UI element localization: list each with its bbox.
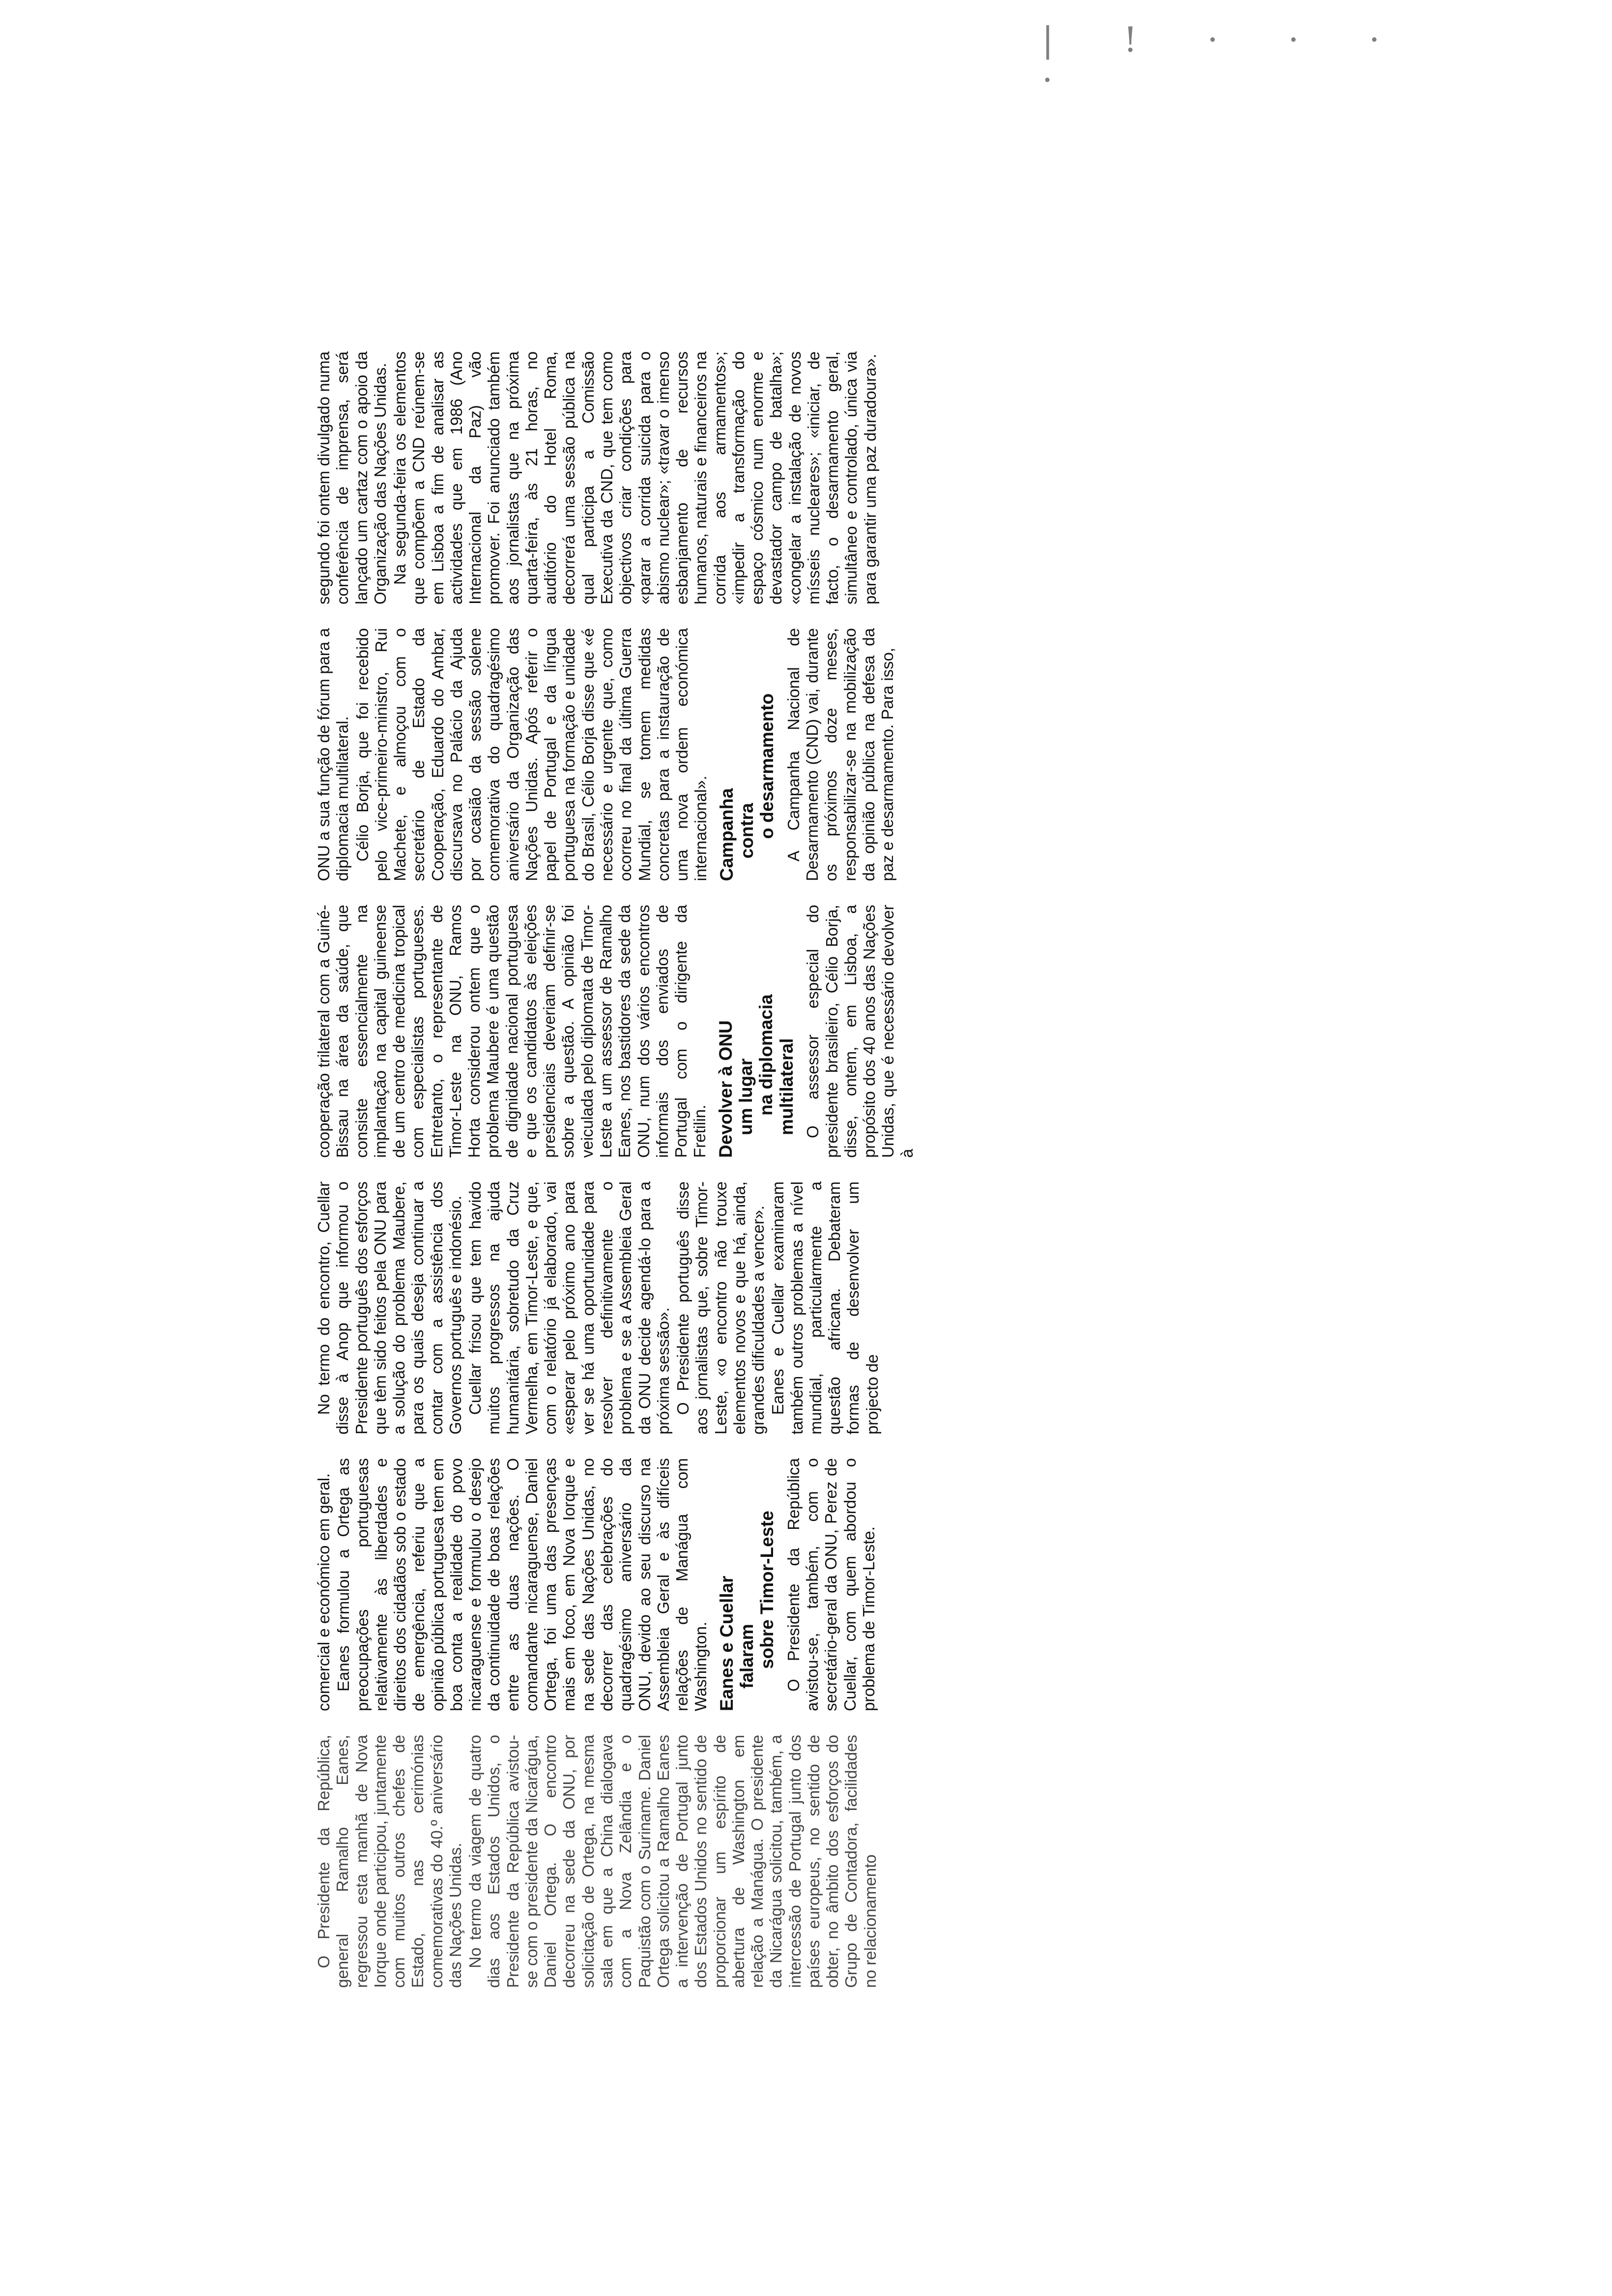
paragraph: comercial e económico em geral. (315, 1473, 333, 1711)
subheading-line: na diplomacia (756, 994, 777, 1116)
subheading-eanes-cuellar (717, 1458, 777, 1711)
column-4 (315, 905, 1297, 1158)
article-columns (315, 351, 1297, 1988)
paragraph: O Presidente da República, general Ramalho Eanes, regressou esta manhã de Nova Iorque onde participou, juntamente com muitos outros chefes de Estado, nas cerimónias comemorativas do 40.º aniversário das Nações Unidas. (315, 1735, 464, 1988)
column-5 (315, 628, 1297, 881)
paragraph: No termo da viagem de quatro dias aos Estados Unidos, o Presidente da República avistou-se com o presidente da Nicarágua, Daniel Ortega. O encontro decorreu na sede da ONU, por solicitação de Ortega, na mesma sala em que a China dialogava com a Nova Zelândia e o Paquistão com o Suriname. Daniel Ortega solicitou a Ramalho Eanes a intervenção de Portugal junto dos Estados Unidos no sentido de proporcionar um espírito de abertura de Washington em relação a Manágua. O presidente da Nicarágua solicitou, também, a intercessão de Portugal junto dos países europeus, no sentido de obter, no âmbito dos esforços do Grupo de Contadora, facilidades no relacionamento (466, 1735, 879, 1988)
paragraph: Cuellar frisou que tem havido muitos progressos na ajuda humanitária, sobretudo da Cruz Vermelha, em Timor-Leste, e que, com o relatório já elaborado, vai «esperar pelo próximo ano para ver se há uma oportunidade para resolver definitivamente o problema e se a Assembleia Geral da ONU decide agendá-lo para a próxima sessão». (466, 1181, 672, 1435)
paragraph: Célio Borja, que foi recebido pelo vice-primeiro-ministro, Rui Machete, e almoçou com o secretário de Estado da Cooperação, Eduardo do Ambar, discursava no Palácio da Ajuda por ocasião da sessão solene comemorativa do quadragésimo aniversário da Organização das Nações Unidas. Após referir o papel de Portugal e da língua portuguesa na formação e unidade do Brasil, Célio Borja disse que «é necessário e urgente que, como ocorreu no final da última Guerra Mundial, se tomem medidas concretas para a instauração de uma nova ordem económica internacional». (353, 628, 710, 881)
paragraph: O Presidente português disse aos jornalistas que, sobre Timor-Leste, «o encontro não trouxe elementos novos e que há, ainda, grandes dificuldades a vencer». (674, 1181, 768, 1435)
subheading-line: sobre Timor-Leste (757, 1510, 777, 1669)
subheading-line: o desarmamento (757, 693, 777, 839)
paragraph: No termo do encontro, Cuellar disse à Anop que informou o Presidente português dos esforços que têm sido feitos pela ONU para a solução do problema Maubere, para os quais deseja continuar a contar com a assistência dos Governos português e indonésio. (315, 1181, 464, 1435)
subheading-devolver-onu (716, 905, 797, 1158)
paragraph: segundo foi ontem divulgado numa conferência de imprensa, será lançado um cartaz com o apoio da Organização das Nações Unidas. (315, 351, 389, 604)
paragraph: cooperação trilateral com a Guiné-Bissau na área da saúde, que consiste essencialmente na implantação na capital guineense de um centro de medicina tropical com especialistas portugueses. Entretanto, o representante de Timor-Leste na ONU, Ramos Horta considerou ontem que o problema Maubere é uma questão de dignidade nacional portuguesa e que os candidatos às eleições presidenciais deveriam definir-se sobre a questão. A opinião foi veiculada pelo diplomata de Timor-Leste a um assessor de Ramalho Eanes, nos bastidores da sede da ONU, num dos vários encontros informais dos enviados de Portugal com o dirigente da Fretilin. (315, 905, 709, 1158)
column-2 (315, 1458, 1297, 1711)
column-1 (315, 1735, 1297, 1988)
subheading-line: Devolver à ONU (715, 1020, 736, 1158)
subheading-line: um lugar (736, 1058, 756, 1135)
paragraph: O assessor especial do presidente brasileiro, Célio Borja, disse, ontem, em Lisboa, a propósito dos 40 anos das Nações Unidas, que é necessário devolver à (804, 905, 916, 1158)
subheading-line: multilateral (776, 1038, 797, 1135)
paragraph: Eanes formulou a Ortega as preocupações portuguesas relativamente às liberdades e direitos dos cidadãos sob o estado de emergência, referiu que a opinião pública portuguesa tem em boa conta a realidade do povo nicaraguense e formulou o desejo da continuidade de boas relações entre as duas nações. O comandante nicaraguense, Daniel Ortega, foi uma das presenças mais em foco, em Nova Iorque e na sede das Nações Unidas, no decorrer das celebrações do quadragésimo aniversário da ONU, devido ao seu discurso na Assembleia Geral e às difíceis relações de Manágua com Washington. (334, 1458, 710, 1711)
paragraph: O Presidente da República avistou-se, também, com o secretário-geral da ONU, Perez de Cuellar, com quem abordou o problema de Timor-Leste. (784, 1458, 878, 1711)
subheading-line: Campanha (716, 788, 737, 881)
subheading-line: contra (737, 803, 757, 859)
paragraph: Eanes e Cuellar examinaram também outros problemas a nível mundial, particularmente a questão africana. Debateram formas de desenvolver um projecto de (769, 1181, 881, 1435)
scan-artifact-marks: | ! · · · · (1042, 20, 1410, 100)
column-6 (315, 351, 1297, 604)
subheading-campanha (717, 628, 777, 881)
paragraph: A Campanha Nacional de Desarmamento (CND) vai, durante os próximos doze meses, responsabilizar-se na mobilização da opinião pública na defesa da paz e desarmamento. Para isso, (784, 628, 897, 881)
subheading-line: falaram (737, 1624, 757, 1689)
newspaper-clipping (315, 351, 1297, 1988)
subheading-line: Eanes e Cuellar (716, 1576, 737, 1711)
column-3 (315, 1181, 1297, 1435)
paragraph: ONU a sua função de fórum para a diplomacia multilateral. (315, 628, 352, 881)
paragraph: Na segunda-feira os elementos que compõem a CND reúnem-se em Lisboa a fim de analisar as actividades que em 1986 (Ano Internacional da Paz) vão promover. Foi anunciado também aos jornalistas que na próxima quarta-feira, às 21 horas, no auditório do Hotel Roma, decorrerá uma sessão pública na qual participa a Comissão Executiva da CND, que tem como objectivos criar condições para «parar a corrida suicida para o abismo nuclear»; «travar o imenso esbanjamento de recursos humanos, naturais e financeiros na corrida aos armamentos»; «impedir a transformação do espaço cósmico num enorme e devastador campo de batalha»; «congelar a instalação de novos mísseis nucleares»; «iniciar, de facto, o desarmamento geral, simultâneo e controlado, única via para garantir uma paz duradoura». (391, 351, 879, 604)
